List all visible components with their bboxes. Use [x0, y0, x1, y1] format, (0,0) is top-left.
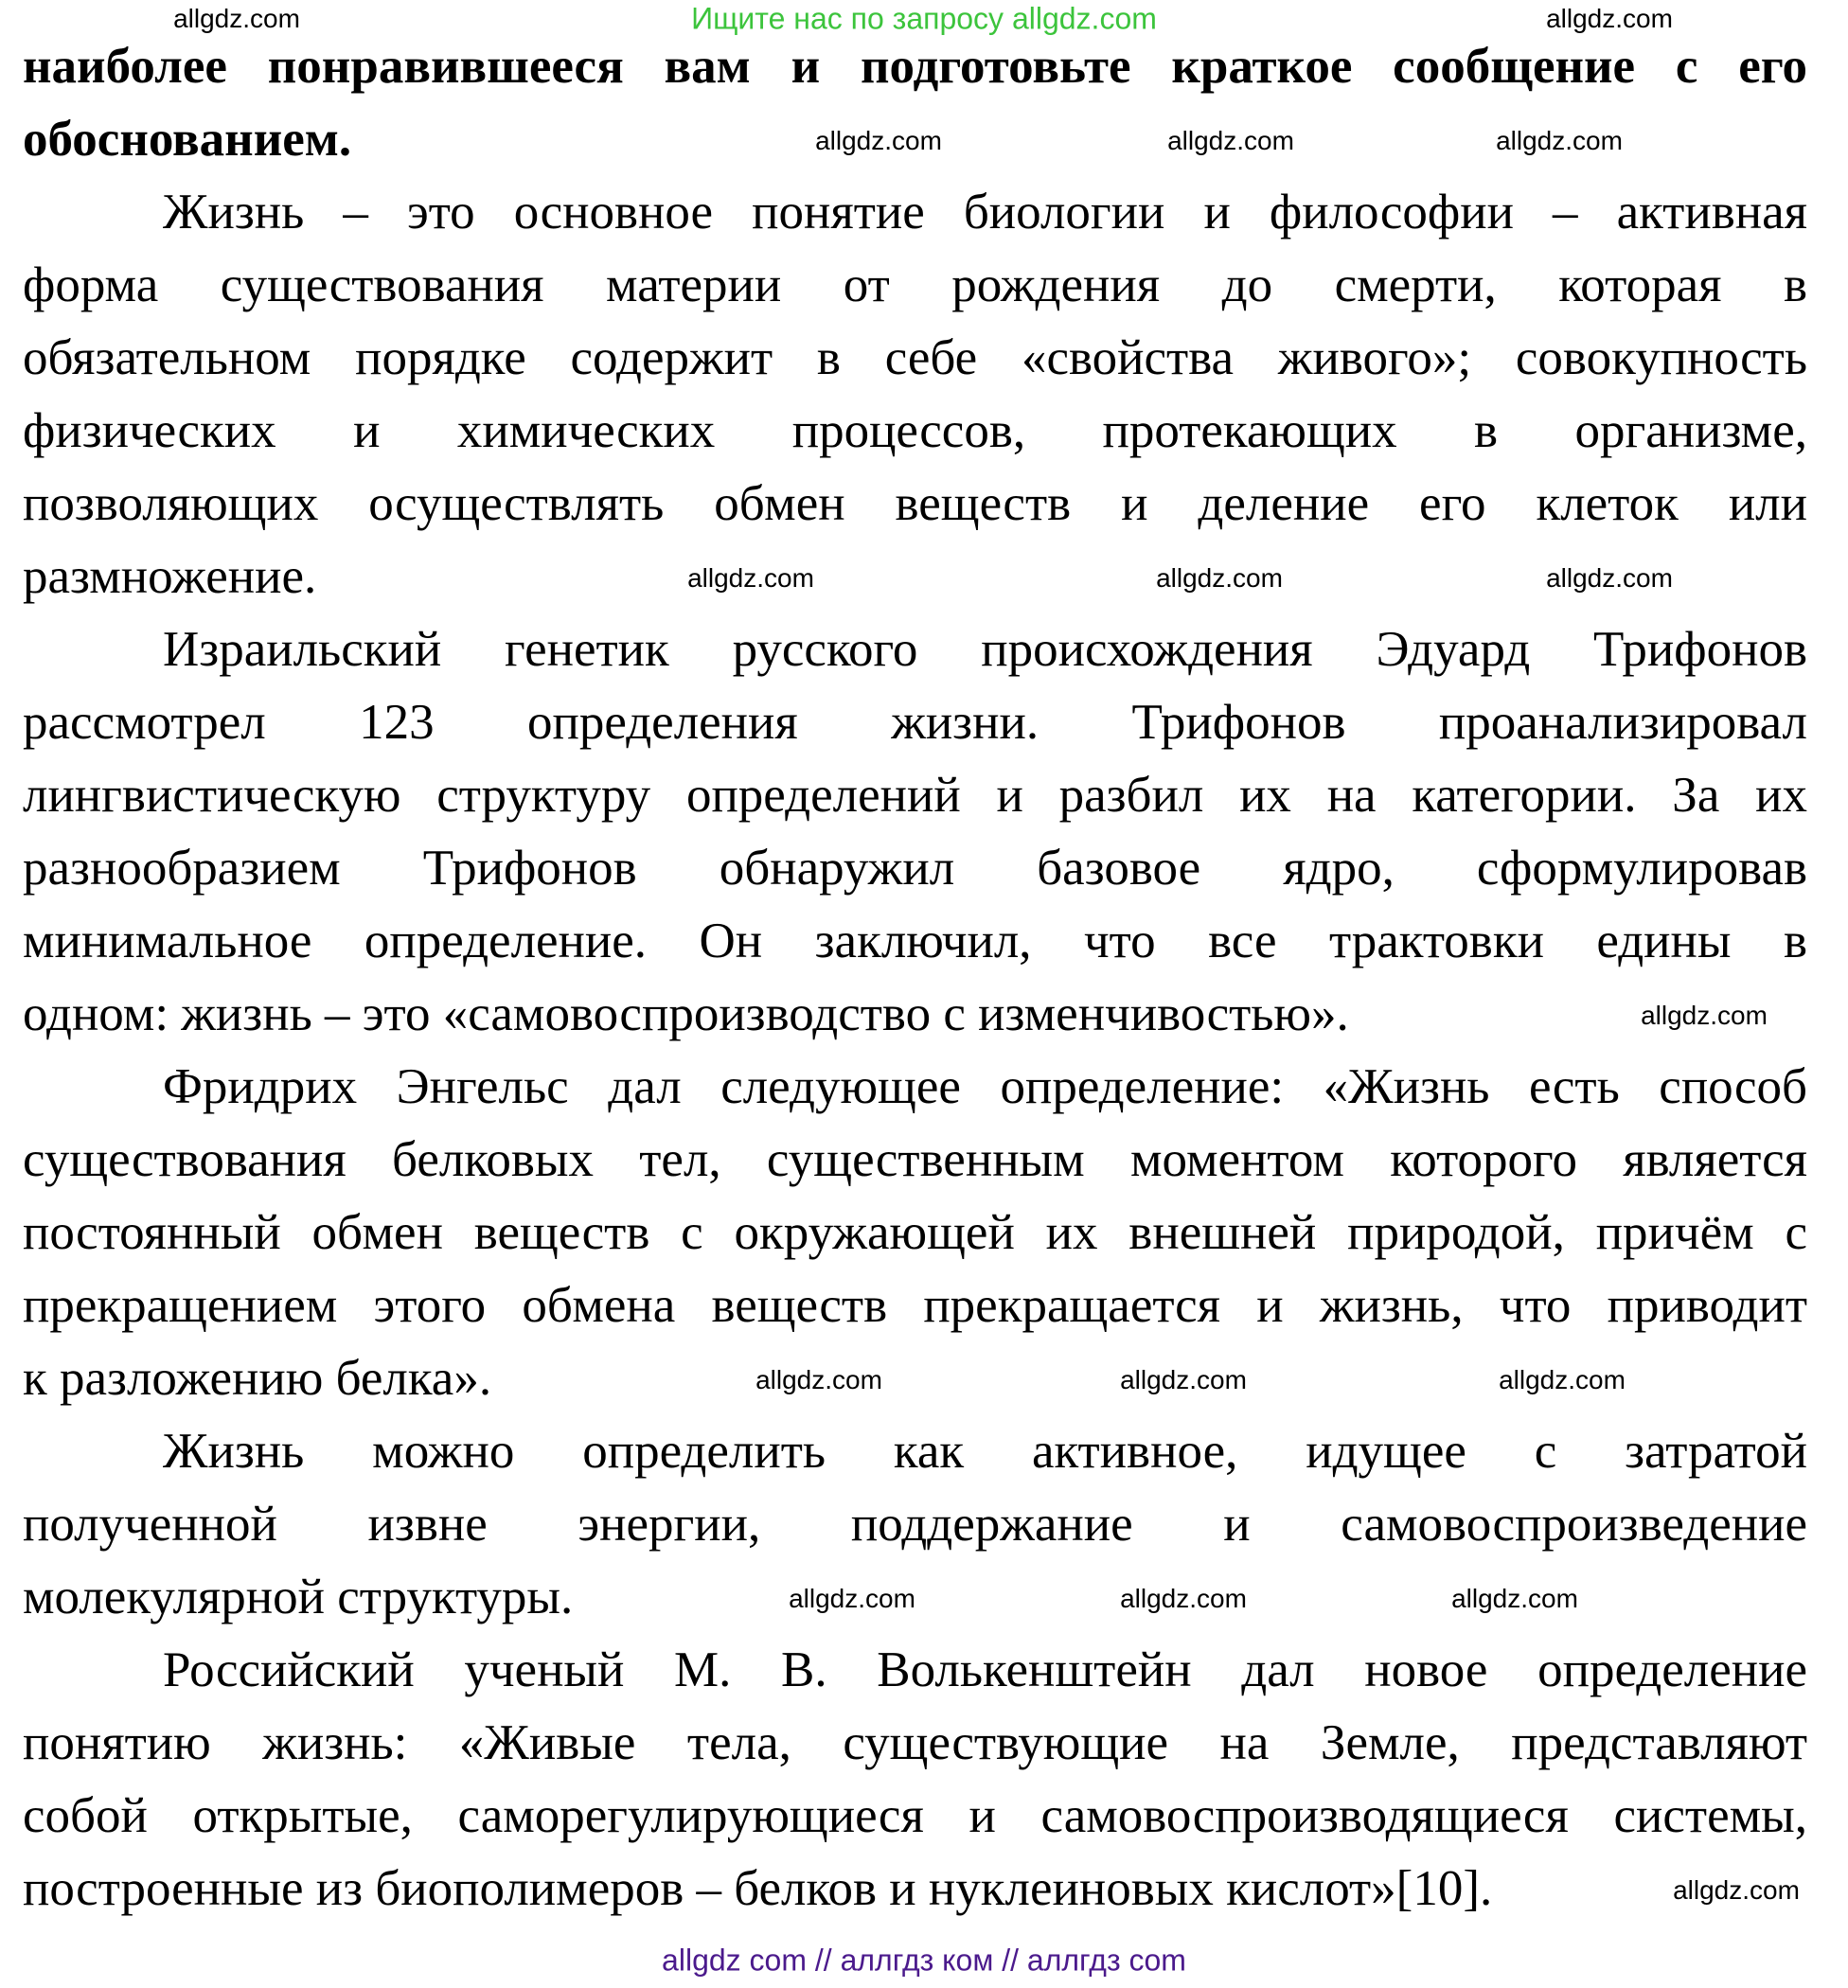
text-line: существования белковых тел, существенным моментом которого является	[23, 1132, 1807, 1187]
text-line: собой открытые, саморегулирующиеся и самовоспроизводящиеся системы,	[23, 1788, 1807, 1843]
watermark: allgdz.com	[1156, 563, 1283, 593]
footer-banner: allgdz com // аллгдз ком // аллгдз com	[662, 1943, 1186, 1978]
text-line: Израильский генетик русского происхождения Эдуард Трифонов	[163, 622, 1807, 677]
watermark: allgdz.com	[1120, 1365, 1247, 1394]
text-line: Российский ученый М. В. Волькенштейн дал новое определение	[163, 1642, 1807, 1697]
text-line: понятию жизнь: «Живые тела, существующие на Земле, представляют	[23, 1715, 1807, 1770]
watermark: allgdz.com	[1167, 126, 1294, 155]
watermark: allgdz.com	[755, 1365, 882, 1394]
watermark: allgdz.com	[687, 563, 814, 593]
text-line: Жизнь – это основное понятие биологии и философии – активная	[163, 185, 1807, 240]
text-line: одном: жизнь – это «самовоспроизводство с изменчивостью».	[23, 986, 1349, 1041]
text-line: форма существования материи от рождения до смерти, которая в	[23, 257, 1807, 312]
watermark: allgdz.com	[1120, 1584, 1247, 1613]
watermark: allgdz.com	[1546, 563, 1673, 593]
text-line: Жизнь можно определить как активное, идущее с затратой	[163, 1424, 1807, 1479]
watermark: allgdz.com	[1673, 1875, 1800, 1905]
watermark: allgdz.com	[1499, 1365, 1626, 1394]
text-line: обоснованием.	[23, 112, 352, 167]
watermark: allgdz.com	[173, 4, 300, 33]
text-line: позволяющих осуществлять обмен веществ и деление его клеток или	[23, 476, 1807, 531]
text-line: разнообразием Трифонов обнаружил базовое ядро, сформулировав	[23, 841, 1807, 896]
text-line: построенные из биополимеров – белков и нуклеиновых кислот»[10].	[23, 1861, 1493, 1916]
text-line: обязательном порядке содержит в себе «свойства живого»; совокупность	[23, 330, 1807, 385]
watermark: allgdz.com	[815, 126, 942, 155]
text-line: постоянный обмен веществ с окружающей их внешней природой, причём с	[23, 1205, 1807, 1260]
text-line: рассмотрел 123 определения жизни. Трифонов проанализировал	[23, 695, 1807, 750]
text-line: наиболее понравившееся вам и подготовьте краткое сообщение с его	[23, 39, 1807, 94]
watermark: allgdz.com	[1496, 126, 1623, 155]
watermark: allgdz.com	[789, 1584, 915, 1613]
header-search-banner: Ищите нас по запросу allgdz.com	[691, 1, 1157, 36]
text-line: физических и химических процессов, протекающих в организме,	[23, 403, 1807, 458]
text-line: лингвистическую структуру определений и разбил их на категории. За их	[23, 768, 1807, 823]
watermark: allgdz.com	[1546, 4, 1673, 33]
text-line: к разложению белка».	[23, 1351, 492, 1406]
text-line: минимальное определение. Он заключил, что все трактовки едины в	[23, 914, 1807, 968]
text-line: полученной извне энергии, поддержание и самовоспроизведение	[23, 1497, 1807, 1552]
watermark: allgdz.com	[1451, 1584, 1578, 1613]
text-line: размножение.	[23, 549, 317, 604]
text-line: Фридрих Энгельс дал следующее определение: «Жизнь есть способ	[163, 1059, 1807, 1114]
text-line: прекращением этого обмена веществ прекращается и жизнь, что приводит	[23, 1278, 1807, 1333]
text-line: молекулярной структуры.	[23, 1570, 574, 1624]
watermark: allgdz.com	[1641, 1001, 1768, 1030]
